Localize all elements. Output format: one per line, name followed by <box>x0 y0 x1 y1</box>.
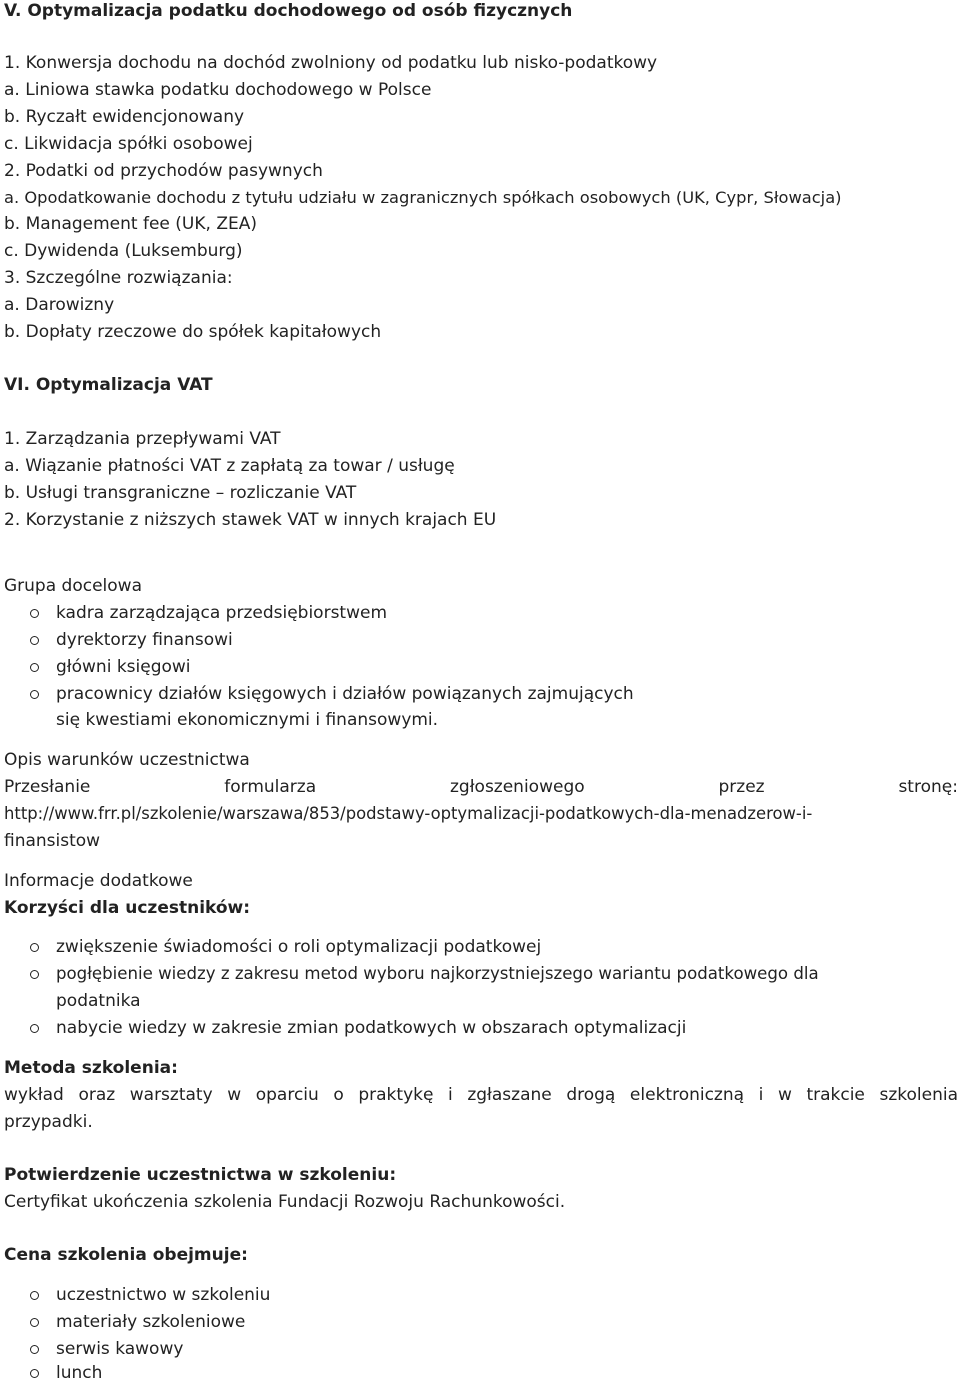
bullet-icon <box>30 636 39 645</box>
section-6-heading: VI. Optymalizacja VAT <box>4 375 213 395</box>
list-item <box>56 602 387 624</box>
outline-item: c. Likwidacja spółki osobowej <box>4 134 253 154</box>
bullet-icon <box>30 690 39 699</box>
bullet-icon <box>30 609 39 618</box>
list-item <box>56 963 819 985</box>
list-item-text: zwiększenie świadomości o roli optymalizacji podatkowej <box>56 937 542 957</box>
list-item-text: serwis kawowy <box>56 1339 184 1359</box>
list-item-text: pogłębienie wiedzy z zakresu metod wyboru najkorzystniejszego wariantu podatkowego dla <box>56 964 819 983</box>
word: warsztaty <box>129 1085 213 1105</box>
section-5-heading: V. Optymalizacja podatku dochodowego od osób fizycznych <box>4 1 573 21</box>
list-item-text: główni księgowi <box>56 657 191 677</box>
word: drogą <box>566 1085 616 1105</box>
outline-item: b. Usługi transgraniczne – rozliczanie VAT <box>4 483 357 503</box>
target-group-label: Grupa docelowa <box>4 576 142 596</box>
word: wykład <box>4 1085 64 1105</box>
outline-item: a. Wiązanie płatności VAT z zapłatą za towar / usługę <box>4 456 455 476</box>
list-item-text: dyrektorzy finansowi <box>56 630 233 650</box>
registration-link[interactable]: http://www.frr.pl/szkolenie/warszawa/853/podstawy-optymalizacji-podatkowych-dla-menadzerow-i- <box>4 804 813 823</box>
word: zgłoszeniowego <box>450 777 585 797</box>
word: oparciu <box>255 1085 319 1105</box>
outline-item: 1. Konwersja dochodu na dochód zwolniony od podatku lub nisko-podatkowy <box>4 53 658 73</box>
bullet-icon <box>30 943 39 952</box>
additional-info-label: Informacje dodatkowe <box>4 871 193 891</box>
list-item <box>56 936 541 958</box>
bullet-icon <box>30 1318 39 1327</box>
word: i <box>448 1085 453 1105</box>
method-heading: Metoda szkolenia: <box>4 1058 178 1078</box>
list-item-text: nabycie wiedzy w zakresie zmian podatkowych w obszarach optymalizacji <box>56 1018 687 1038</box>
list-item <box>56 629 233 651</box>
word: oraz <box>78 1085 116 1105</box>
word: formularza <box>224 777 317 797</box>
list-item <box>56 1338 183 1360</box>
list-item <box>56 683 634 705</box>
list-item-text: pracownicy działów księgowych i działów powiązanych zajmujących <box>56 684 634 704</box>
method-text-continuation: przypadki. <box>4 1112 93 1132</box>
method-text <box>4 1084 958 1106</box>
bullet-icon <box>30 1291 39 1300</box>
word: stronę: <box>898 777 958 797</box>
word: Przesłanie <box>4 777 91 797</box>
list-item-text: materiały szkoleniowe <box>56 1312 246 1332</box>
confirmation-heading: Potwierdzenie uczestnictwa w szkoleniu: <box>4 1165 397 1185</box>
word: przez <box>718 777 765 797</box>
word: praktykę <box>358 1085 434 1105</box>
outline-item: b. Dopłaty rzeczowe do spółek kapitałowych <box>4 322 382 342</box>
list-item-text: uczestnictwo w szkoleniu <box>56 1285 271 1305</box>
outline-item: 2. Podatki od przychodów pasywnych <box>4 161 323 181</box>
list-item <box>56 1311 245 1333</box>
list-item-text: kadra zarządzająca przedsiębiorstwem <box>56 603 388 623</box>
outline-item: a. Liniowa stawka podatku dochodowego w Polsce <box>4 80 432 100</box>
bullet-icon <box>30 1369 39 1378</box>
bullet-icon <box>30 970 39 979</box>
registration-link-continuation[interactable]: finansistow <box>4 831 101 851</box>
participation-label: Opis warunków uczestnictwa <box>4 750 250 770</box>
word: szkolenia <box>879 1085 958 1105</box>
list-item-continuation: się kwestiami ekonomicznymi i finansowymi. <box>56 710 439 730</box>
word: trakcie <box>806 1085 865 1105</box>
list-item <box>56 1017 686 1039</box>
word: zgłaszane <box>467 1085 552 1105</box>
outline-item: 1. Zarządzania przepływami VAT <box>4 429 281 449</box>
word: o <box>333 1085 344 1105</box>
list-item <box>56 1362 102 1384</box>
outline-item: 3. Szczególne rozwiązania: <box>4 268 233 288</box>
outline-item: b. Ryczałt ewidencjonowany <box>4 107 245 127</box>
confirmation-text: Certyfikat ukończenia szkolenia Fundacji Rozwoju Rachunkowości. <box>4 1192 566 1212</box>
outline-item: 2. Korzystanie z niższych stawek VAT w innych krajach EU <box>4 510 497 530</box>
word: elektroniczną <box>629 1085 745 1105</box>
benefits-heading: Korzyści dla uczestników: <box>4 898 251 918</box>
outline-item: c. Dywidenda (Luksemburg) <box>4 241 243 261</box>
list-item-continuation: podatnika <box>56 991 141 1011</box>
word: w <box>227 1085 242 1105</box>
price-heading: Cena szkolenia obejmuje: <box>4 1245 248 1265</box>
word: w <box>777 1085 792 1105</box>
bullet-icon <box>30 1024 39 1033</box>
word: i <box>758 1085 764 1105</box>
participation-text <box>4 776 958 798</box>
list-item-text: lunch <box>56 1363 103 1383</box>
bullet-icon <box>30 1345 39 1354</box>
outline-item: a. Darowizny <box>4 295 115 315</box>
outline-item: a. Opodatkowanie dochodu z tytułu udziału w zagranicznych spółkach osobowych (UK, Cypr, Słowacja) <box>4 188 842 207</box>
list-item <box>56 656 191 678</box>
bullet-icon <box>30 663 39 672</box>
list-item <box>56 1284 270 1306</box>
outline-item: b. Management fee (UK, ZEA) <box>4 214 257 234</box>
